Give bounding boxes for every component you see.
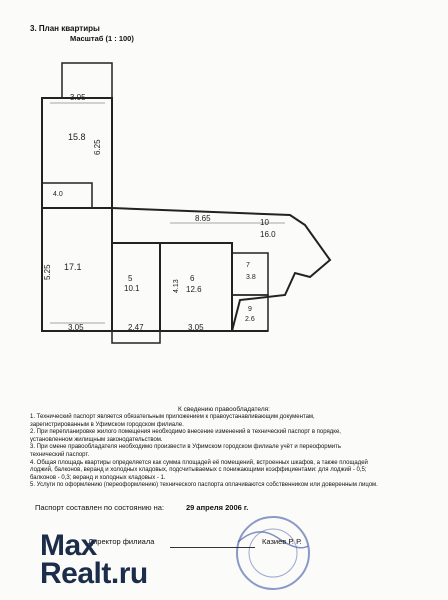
- notice-line: 1. Технический паспорт является обязательным приложением к правоустанавливающим документам,: [30, 414, 315, 420]
- official-stamp: [228, 512, 318, 594]
- notice-line: установленном жилищным законодательством.: [30, 436, 163, 443]
- label-room2-h: 5.25: [43, 264, 52, 280]
- label-room2-area: 17.1: [64, 262, 82, 272]
- notice-line: 4. Общая площадь квартиры определяется как сумма площадей её помещений, встроенных шкафов, а также площадей: [30, 459, 368, 466]
- notice-line: 2. При перепланировке жилого помещения необходимо внесение изменений в технический паспорт в порядке,: [30, 429, 341, 436]
- notice-line: балконов - 0,3; веранд и холодных кладовых - 1.: [30, 474, 166, 481]
- label-wc-area: 3.8: [246, 274, 256, 281]
- watermark-line2: Realt.ru: [40, 557, 148, 590]
- label-room5-w: 2.47: [128, 323, 144, 332]
- label-room6-area: 12.6: [186, 285, 202, 294]
- label-balcony-area: 4.0: [53, 191, 63, 198]
- label-room6-w: 3.05: [188, 323, 204, 332]
- label-room5-area: 10.1: [124, 284, 140, 293]
- label-room5-num: 5: [128, 274, 133, 283]
- label-room9-num: 9: [248, 306, 252, 313]
- notice-line: 3. При смене правообладателя необходимо произвести в Уфимском городском филиале учёт и переоформить: [30, 444, 341, 451]
- balcony-outline: [42, 183, 92, 208]
- section-title: 3. План квартиры: [30, 24, 100, 33]
- notice-line: лоджий, балконов, веранд и холодных кладовых, подсчитываемых с понижающими коэффициентами: для лоджий - 0,5;: [30, 467, 367, 474]
- balcony-bottom-outline: [112, 331, 160, 343]
- label-hall-area: 16.0: [260, 230, 276, 239]
- label-bath-num: 7: [246, 262, 250, 269]
- label-hall-num: 10: [260, 218, 269, 227]
- hall-outline: [112, 208, 330, 331]
- label-room1-area: 15.8: [68, 132, 86, 142]
- watermark-logo: [40, 529, 148, 590]
- label-room2-w: 3.05: [68, 323, 84, 332]
- director-name: Казиев Р. Р.: [262, 537, 302, 546]
- scale-label: Масштаб (1 : 100): [70, 34, 134, 43]
- label-room1-w: 3.05: [70, 93, 86, 102]
- passport-date-label: Паспорт составлен по состоянию на:: [35, 503, 165, 512]
- passport-date: 29 апреля 2006 г.: [186, 503, 249, 512]
- label-room6-h: 4.13: [173, 279, 180, 293]
- label-room6-num: 6: [190, 274, 195, 283]
- label-hall-w: 8.65: [195, 214, 211, 223]
- watermark-line1: Max: [40, 529, 97, 562]
- notice-line: технический паспорт.: [30, 451, 90, 458]
- notice-line: 5. Услуги по оформлению (переоформлению) технического паспорта оплачиваются собственником или доверенным лицом.: [30, 482, 378, 489]
- floor-plan: [20, 55, 350, 355]
- director-label: Директор филиала: [88, 537, 155, 546]
- label-room9-area: 2.6: [245, 316, 255, 323]
- notice-list: [30, 414, 420, 490]
- notice-line: зарегистрированным в Уфимском городском филиале.: [30, 421, 184, 428]
- notice-title: К сведению правообладателя:: [178, 406, 270, 413]
- signature-line: [170, 547, 255, 548]
- label-room1-len: 6.25: [93, 139, 102, 155]
